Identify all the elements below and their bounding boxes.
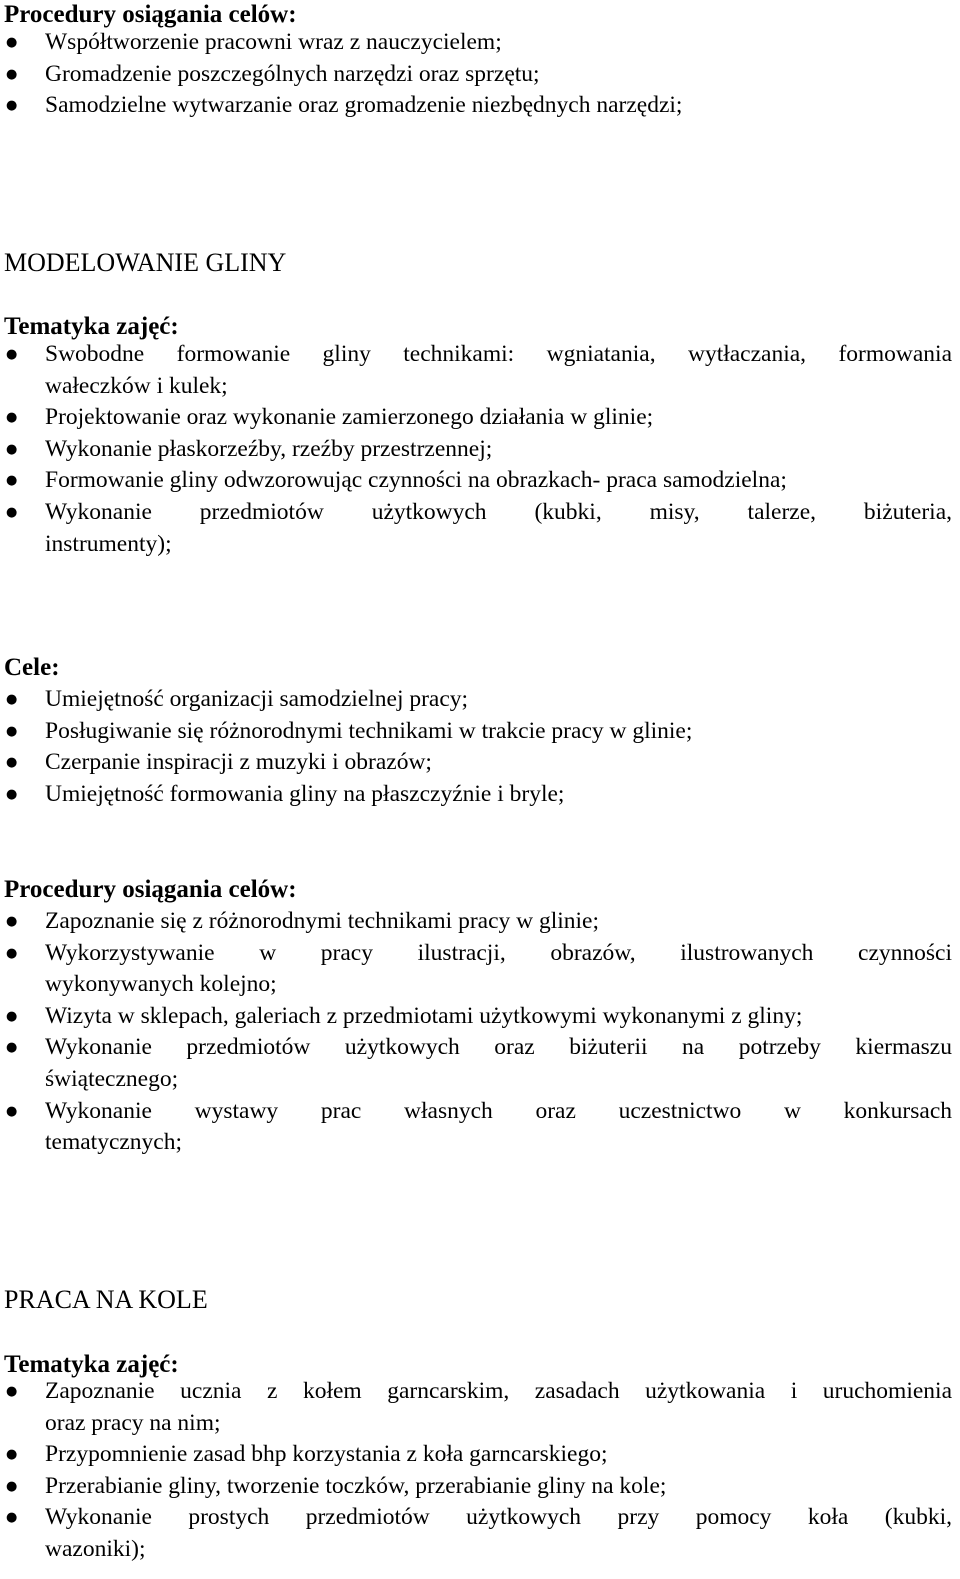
section-heading: Procedury osiągania celów: bbox=[4, 1, 297, 28]
bullet-icon: ● bbox=[6, 692, 18, 707]
list-item-line: Wizyta w sklepach, galeriach z przedmiotami użytkowymi wykonanymi z gliny; bbox=[45, 1003, 803, 1029]
section-title: MODELOWANIE GLINY bbox=[4, 248, 287, 277]
list-item-line: Wykonanie przedmiotów użytkowych oraz biżuterii na potrzeby kiermaszu bbox=[45, 1034, 952, 1060]
bullet-icon: ● bbox=[6, 473, 18, 488]
list-item-line: Czerpanie inspiracji z muzyki i obrazów; bbox=[45, 749, 432, 775]
list-item-line: instrumenty); bbox=[45, 531, 172, 557]
list-item-line: Formowanie gliny odwzorowując czynności na obrazkach- praca samodzielna; bbox=[45, 467, 787, 493]
list-item-line: Wykonanie przedmiotów użytkowych (kubki, misy, talerze, biżuteria, bbox=[45, 499, 952, 525]
section-heading: Tematyka zajęć: bbox=[4, 313, 179, 340]
list-item-line: Współtworzenie pracowni wraz z nauczycielem; bbox=[45, 29, 502, 55]
bullet-icon: ● bbox=[6, 98, 18, 113]
bullet-icon: ● bbox=[6, 1040, 18, 1055]
bullet-icon: ● bbox=[6, 724, 18, 739]
section-heading: Tematyka zajęć: bbox=[4, 1351, 179, 1378]
bullet-icon: ● bbox=[6, 787, 18, 802]
section-heading: Procedury osiągania celów: bbox=[4, 876, 297, 903]
list-item-line: Wykonanie płaskorzeźby, rzeźby przestrzennej; bbox=[45, 436, 493, 462]
list-item-line: Zapoznanie ucznia z kołem garncarskim, zasadach użytkowania i uruchomienia bbox=[45, 1378, 952, 1404]
section-title: PRACA NA KOLE bbox=[4, 1285, 208, 1314]
bullet-icon: ● bbox=[6, 505, 18, 520]
list-item-line: świątecznego; bbox=[45, 1066, 179, 1092]
list-item-line: wazoniki); bbox=[45, 1536, 146, 1562]
bullet-icon: ● bbox=[6, 946, 18, 961]
bullet-icon: ● bbox=[6, 35, 18, 50]
bullet-icon: ● bbox=[6, 1104, 18, 1119]
list-item-line: Wykonanie wystawy prac własnych oraz uczestnictwo w konkursach bbox=[45, 1098, 952, 1124]
list-item-line: Umiejętność organizacji samodzielnej pracy; bbox=[45, 686, 469, 712]
bullet-icon: ● bbox=[6, 1384, 18, 1399]
list-item-line: tematycznych; bbox=[45, 1129, 183, 1155]
list-item-line: Posługiwanie się różnorodnymi technikami w trakcie pracy w glinie; bbox=[45, 718, 693, 744]
list-item-line: Gromadzenie poszczególnych narzędzi oraz sprzętu; bbox=[45, 61, 540, 87]
bullet-icon: ● bbox=[6, 755, 18, 770]
bullet-icon: ● bbox=[6, 1479, 18, 1494]
list-item-line: Przypomnienie zasad bhp korzystania z koła garncarskiego; bbox=[45, 1441, 608, 1467]
bullet-icon: ● bbox=[6, 67, 18, 82]
bullet-icon: ● bbox=[6, 1447, 18, 1462]
list-item-line: oraz pracy na nim; bbox=[45, 1410, 221, 1436]
list-item-line: Samodzielne wytwarzanie oraz gromadzenie niezbędnych narzędzi; bbox=[45, 92, 683, 118]
bullet-icon: ● bbox=[6, 410, 18, 425]
list-item-line: Przerabianie gliny, tworzenie toczków, przerabianie gliny na kole; bbox=[45, 1473, 667, 1499]
list-item-line: Zapoznanie się z różnorodnymi technikami pracy w glinie; bbox=[45, 908, 600, 934]
list-item-line: Wykorzystywanie w pracy ilustracji, obrazów, ilustrowanych czynności bbox=[45, 940, 952, 966]
section-heading: Cele: bbox=[4, 654, 60, 681]
list-item-line: Swobodne formowanie gliny technikami: wgniatania, wytłaczania, formowania bbox=[45, 341, 952, 367]
bullet-icon: ● bbox=[6, 1009, 18, 1024]
bullet-icon: ● bbox=[6, 347, 18, 362]
list-item-line: Wykonanie prostych przedmiotów użytkowych przy pomocy koła (kubki, bbox=[45, 1504, 952, 1530]
bullet-icon: ● bbox=[6, 1510, 18, 1525]
list-item-line: Umiejętność formowania gliny na płaszczyźnie i bryle; bbox=[45, 781, 565, 807]
bullet-icon: ● bbox=[6, 442, 18, 457]
list-item-line: wykonywanych kolejno; bbox=[45, 971, 277, 997]
bullet-icon: ● bbox=[6, 914, 18, 929]
list-item-line: Projektowanie oraz wykonanie zamierzonego działania w glinie; bbox=[45, 404, 654, 430]
list-item-line: wałeczków i kulek; bbox=[45, 373, 228, 399]
